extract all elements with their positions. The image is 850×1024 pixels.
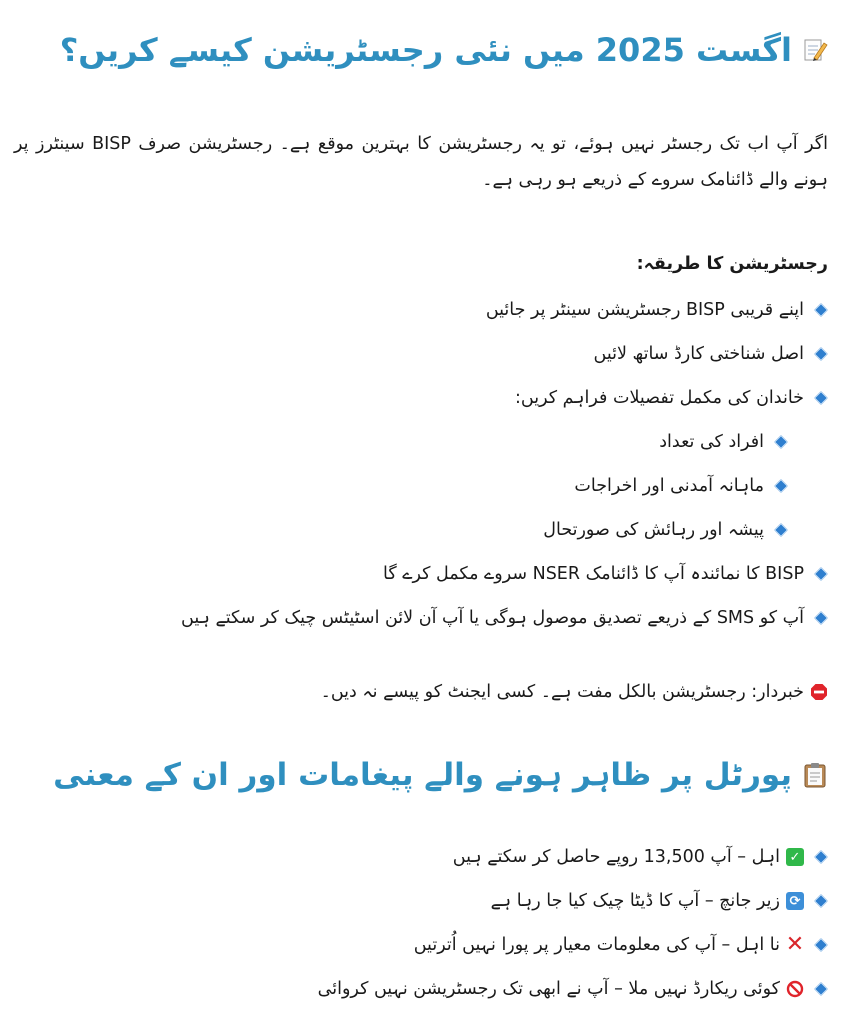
list-item-text: پیشہ اور رہائش کی صورتحال [543, 520, 764, 540]
list-item-text: BISP کا نمائندہ آپ کا ڈائنامک NSER سروے مکمل کرے گا [383, 564, 804, 584]
blue-diamond-icon [814, 303, 828, 317]
section1-title [60, 20, 828, 80]
list-item-text: ماہانہ آمدنی اور اخراجات [574, 476, 764, 496]
list-item-text: نا اہل – آپ کی معلومات معیار پر پورا نہیں اُترتیں [413, 935, 780, 955]
list-item-text: کوئی ریکارڈ نہیں ملا – آپ نے ابھی تک رجسٹریشن نہیں کروائی [317, 979, 780, 999]
stop-sign-icon [810, 683, 828, 701]
portal-messages-list [14, 835, 826, 1011]
list-item [14, 596, 826, 640]
section2-title-text: پورٹل پر ظاہر ہونے والے پیغامات اور ان کے معنی [53, 757, 792, 793]
sub-list-item [14, 464, 826, 508]
list-item-text: اپنے قریبی BISP رجسٹریشن سینٹر پر جائیں [485, 300, 804, 320]
check-mark-icon: ✓ [786, 848, 804, 866]
sub-list-item [14, 420, 826, 464]
list-item-text: آپ کو SMS کے ذریعے تصدیق موصول ہوگی یا آپ آن لائن اسٹیٹس چیک کر سکتے ہیں [181, 608, 804, 628]
list-item-text: خاندان کی مکمل تفصیلات فراہم کریں: [514, 388, 804, 408]
list-item [14, 332, 826, 376]
blue-diamond-icon [814, 391, 828, 405]
blue-diamond-icon [814, 982, 828, 996]
method-label: رجسٹریشن کا طریقہ: [636, 253, 828, 274]
list-item-text: زیر جانچ – آپ کا ڈیٹا چیک کیا جا رہا ہے [490, 891, 780, 911]
section2-title [53, 745, 828, 805]
blue-diamond-icon [774, 523, 788, 537]
list-item [14, 967, 826, 1011]
blue-diamond-icon [814, 567, 828, 581]
section1-title-text: اگست 2025 میں نئی رجسٹریشن کیسے کریں؟ [59, 31, 792, 69]
blue-diamond-icon [814, 938, 828, 952]
blue-diamond-icon [814, 894, 828, 908]
memo-icon [802, 37, 828, 63]
registration-steps-list [14, 288, 826, 640]
blue-diamond-icon [814, 850, 828, 864]
sub-list-item [14, 508, 826, 552]
list-item-text: افراد کی تعداد [659, 432, 764, 452]
list-item-text: اہل – آپ 13,500 روپے حاصل کر سکتے ہیں [452, 847, 780, 867]
refresh-icon: ⟳ [786, 892, 804, 910]
cross-mark-icon: ✕ [785, 932, 805, 957]
list-item [14, 879, 826, 923]
blue-diamond-icon [814, 611, 828, 625]
blue-diamond-icon [774, 479, 788, 493]
list-item [14, 376, 826, 420]
list-item [14, 923, 826, 967]
list-item-text: اصل شناختی کارڈ ساتھ لائیں [593, 344, 804, 364]
prohibited-icon [786, 980, 804, 998]
clipboard-icon [802, 762, 828, 788]
warning-note [321, 670, 828, 714]
blue-diamond-icon [814, 347, 828, 361]
blue-diamond-icon [774, 435, 788, 449]
list-item [14, 552, 826, 596]
list-item [14, 835, 826, 879]
intro-paragraph: اگر آپ اب تک رجسٹر نہیں ہوئے، تو یہ رجسٹریشن کا بہترین موقع ہے۔ رجسٹریشن صرف BISP سینٹرز پر ہونے والے ڈائنامک سروے کے ذریعے ہو رہی ہے۔ [14, 133, 828, 190]
list-item [14, 288, 826, 332]
warning-text: خبردار: رجسٹریشن بالکل مفت ہے۔ کسی ایجنٹ کو پیسے نہ دیں۔ [320, 682, 804, 702]
